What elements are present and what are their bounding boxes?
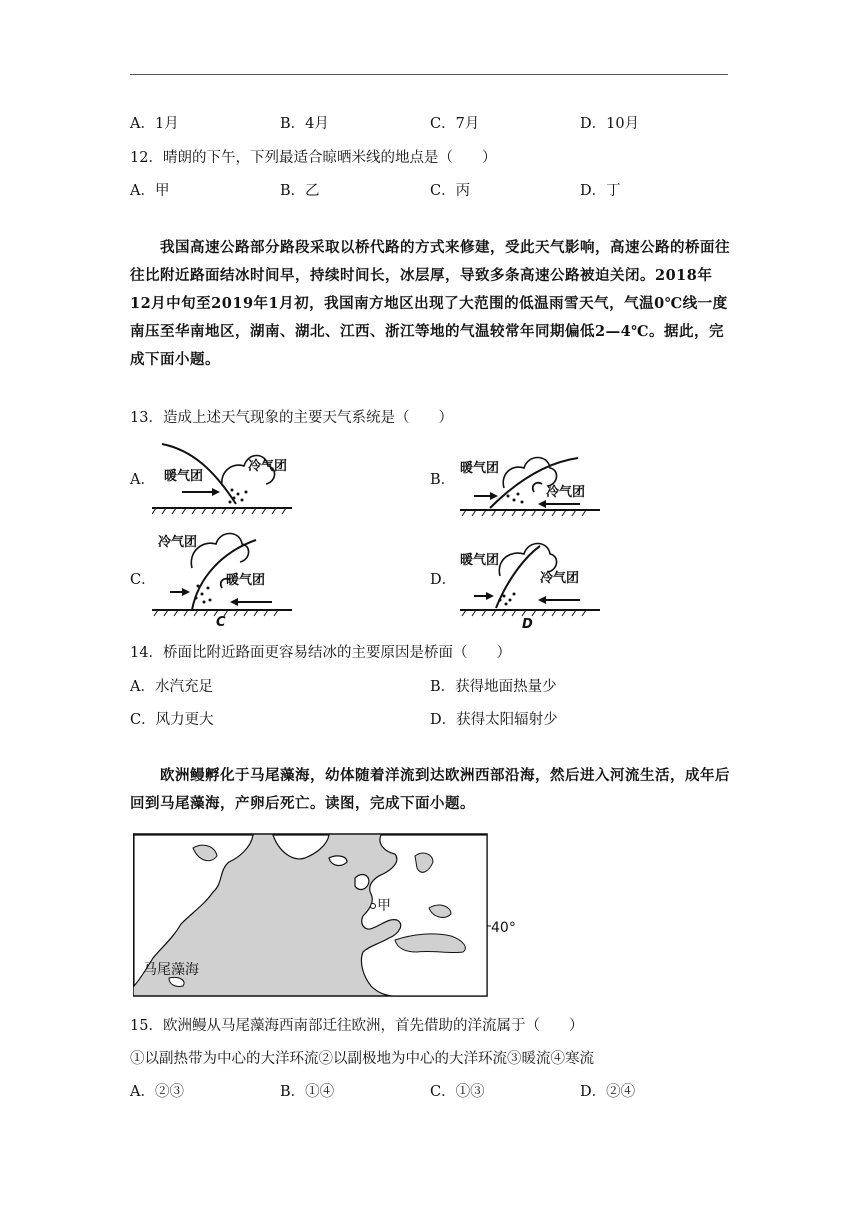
q13-option-a[interactable]: A．: [130, 472, 155, 488]
q13-option-d[interactable]: D．: [430, 572, 457, 588]
front-diagram-d: [460, 538, 600, 630]
passage-bridge-ice: 我国高速公路部分路段采取以桥代路的方式来修建，受此天气影响，高速公路的桥面往往比附近路面结冰时间早，持续时间长，冰层厚，导致多条高速公路被迫关闭。2018年12月中旬至2019年1月初，我国南方地区出现了大范围的低温雨雪天气，气温0℃线一度南压至华南地区，湖南、湖北、江西、浙江等地的气温较常年同期偏低2—4℃。据此，完成下面小题。: [130, 239, 730, 368]
q12-stem: 12．晴朗的下午，下列最适合晾晒米线的地点是（ ）: [130, 150, 497, 166]
q13-stem: 13．造成上述天气现象的主要天气系统是（ ）: [130, 410, 453, 426]
q11-option-c[interactable]: C．7月: [430, 116, 480, 132]
q13-option-c[interactable]: C．: [130, 572, 156, 588]
q14-option-a[interactable]: A．水汽充足: [130, 679, 213, 695]
diagram-b-cold-label: 冷气团: [546, 485, 586, 500]
diagram-c-warm-label: 暖气团: [226, 573, 266, 588]
q15-option-a[interactable]: A．②③: [130, 1084, 184, 1100]
diagram-c-letter: C: [216, 615, 226, 628]
front-diagram-a: [152, 440, 292, 520]
diagram-a-warm-label: 暖气团: [164, 469, 204, 484]
q11-option-b[interactable]: B．4月: [280, 116, 329, 132]
q14-stem: 14．桥面比附近路面更容易结冰的主要原因是桥面（ ）: [130, 645, 511, 661]
passage-eel: 欧洲鳗孵化于马尾藻海，幼体随着洋流到达欧洲西部沿海，然后进入河流生活，成年后回到马尾藻海，产卵后死亡。读图，完成下面小题。: [130, 767, 730, 812]
q11-option-d[interactable]: D．10月: [580, 116, 640, 132]
diagram-c-cold-label: 冷气团: [158, 535, 198, 550]
q15-stem: 15．欧洲鳗从马尾藻海西南部迁往欧洲，首先借助的洋流属于（ ）: [130, 1018, 584, 1034]
q15-option-d[interactable]: D．②④: [580, 1084, 636, 1100]
diagram-d-cold-label: 冷气团: [540, 571, 580, 586]
q12-option-b[interactable]: B．乙: [280, 183, 320, 199]
map-label-sargasso: 马尾藻海: [143, 962, 199, 978]
q14-option-c[interactable]: C．风力更大: [130, 712, 214, 728]
q12-option-a[interactable]: A．甲: [130, 183, 170, 199]
q14-option-d[interactable]: D．获得太阳辐射少: [430, 712, 558, 728]
q15-choices: ①以副热带为中心的大洋环流②以副极地为中心的大洋环流③暖流④寒流: [130, 1051, 594, 1067]
q14-option-b[interactable]: B．获得地面热量少: [430, 679, 557, 695]
map-latitude-label: 40°: [491, 920, 516, 936]
q11-option-a[interactable]: A．1月: [130, 116, 179, 132]
front-diagram-c: [152, 528, 292, 628]
q12-option-d[interactable]: D．丁: [580, 183, 621, 199]
diagram-b-warm-label: 暖气团: [460, 461, 500, 476]
diagram-d-letter: D: [522, 617, 533, 630]
atlantic-map: [133, 828, 523, 1004]
q15-option-c[interactable]: C．①③: [430, 1084, 485, 1100]
front-diagram-b: [460, 448, 600, 520]
q12-option-c[interactable]: C．丙: [430, 183, 471, 199]
diagram-d-warm-label: 暖气团: [460, 553, 500, 568]
header-rule: [130, 74, 728, 75]
q13-option-b[interactable]: B．: [430, 472, 456, 488]
q15-option-b[interactable]: B．①④: [280, 1084, 335, 1100]
map-point-jia: 甲: [377, 898, 391, 914]
diagram-a-cold-label: 冷气团: [248, 459, 288, 474]
